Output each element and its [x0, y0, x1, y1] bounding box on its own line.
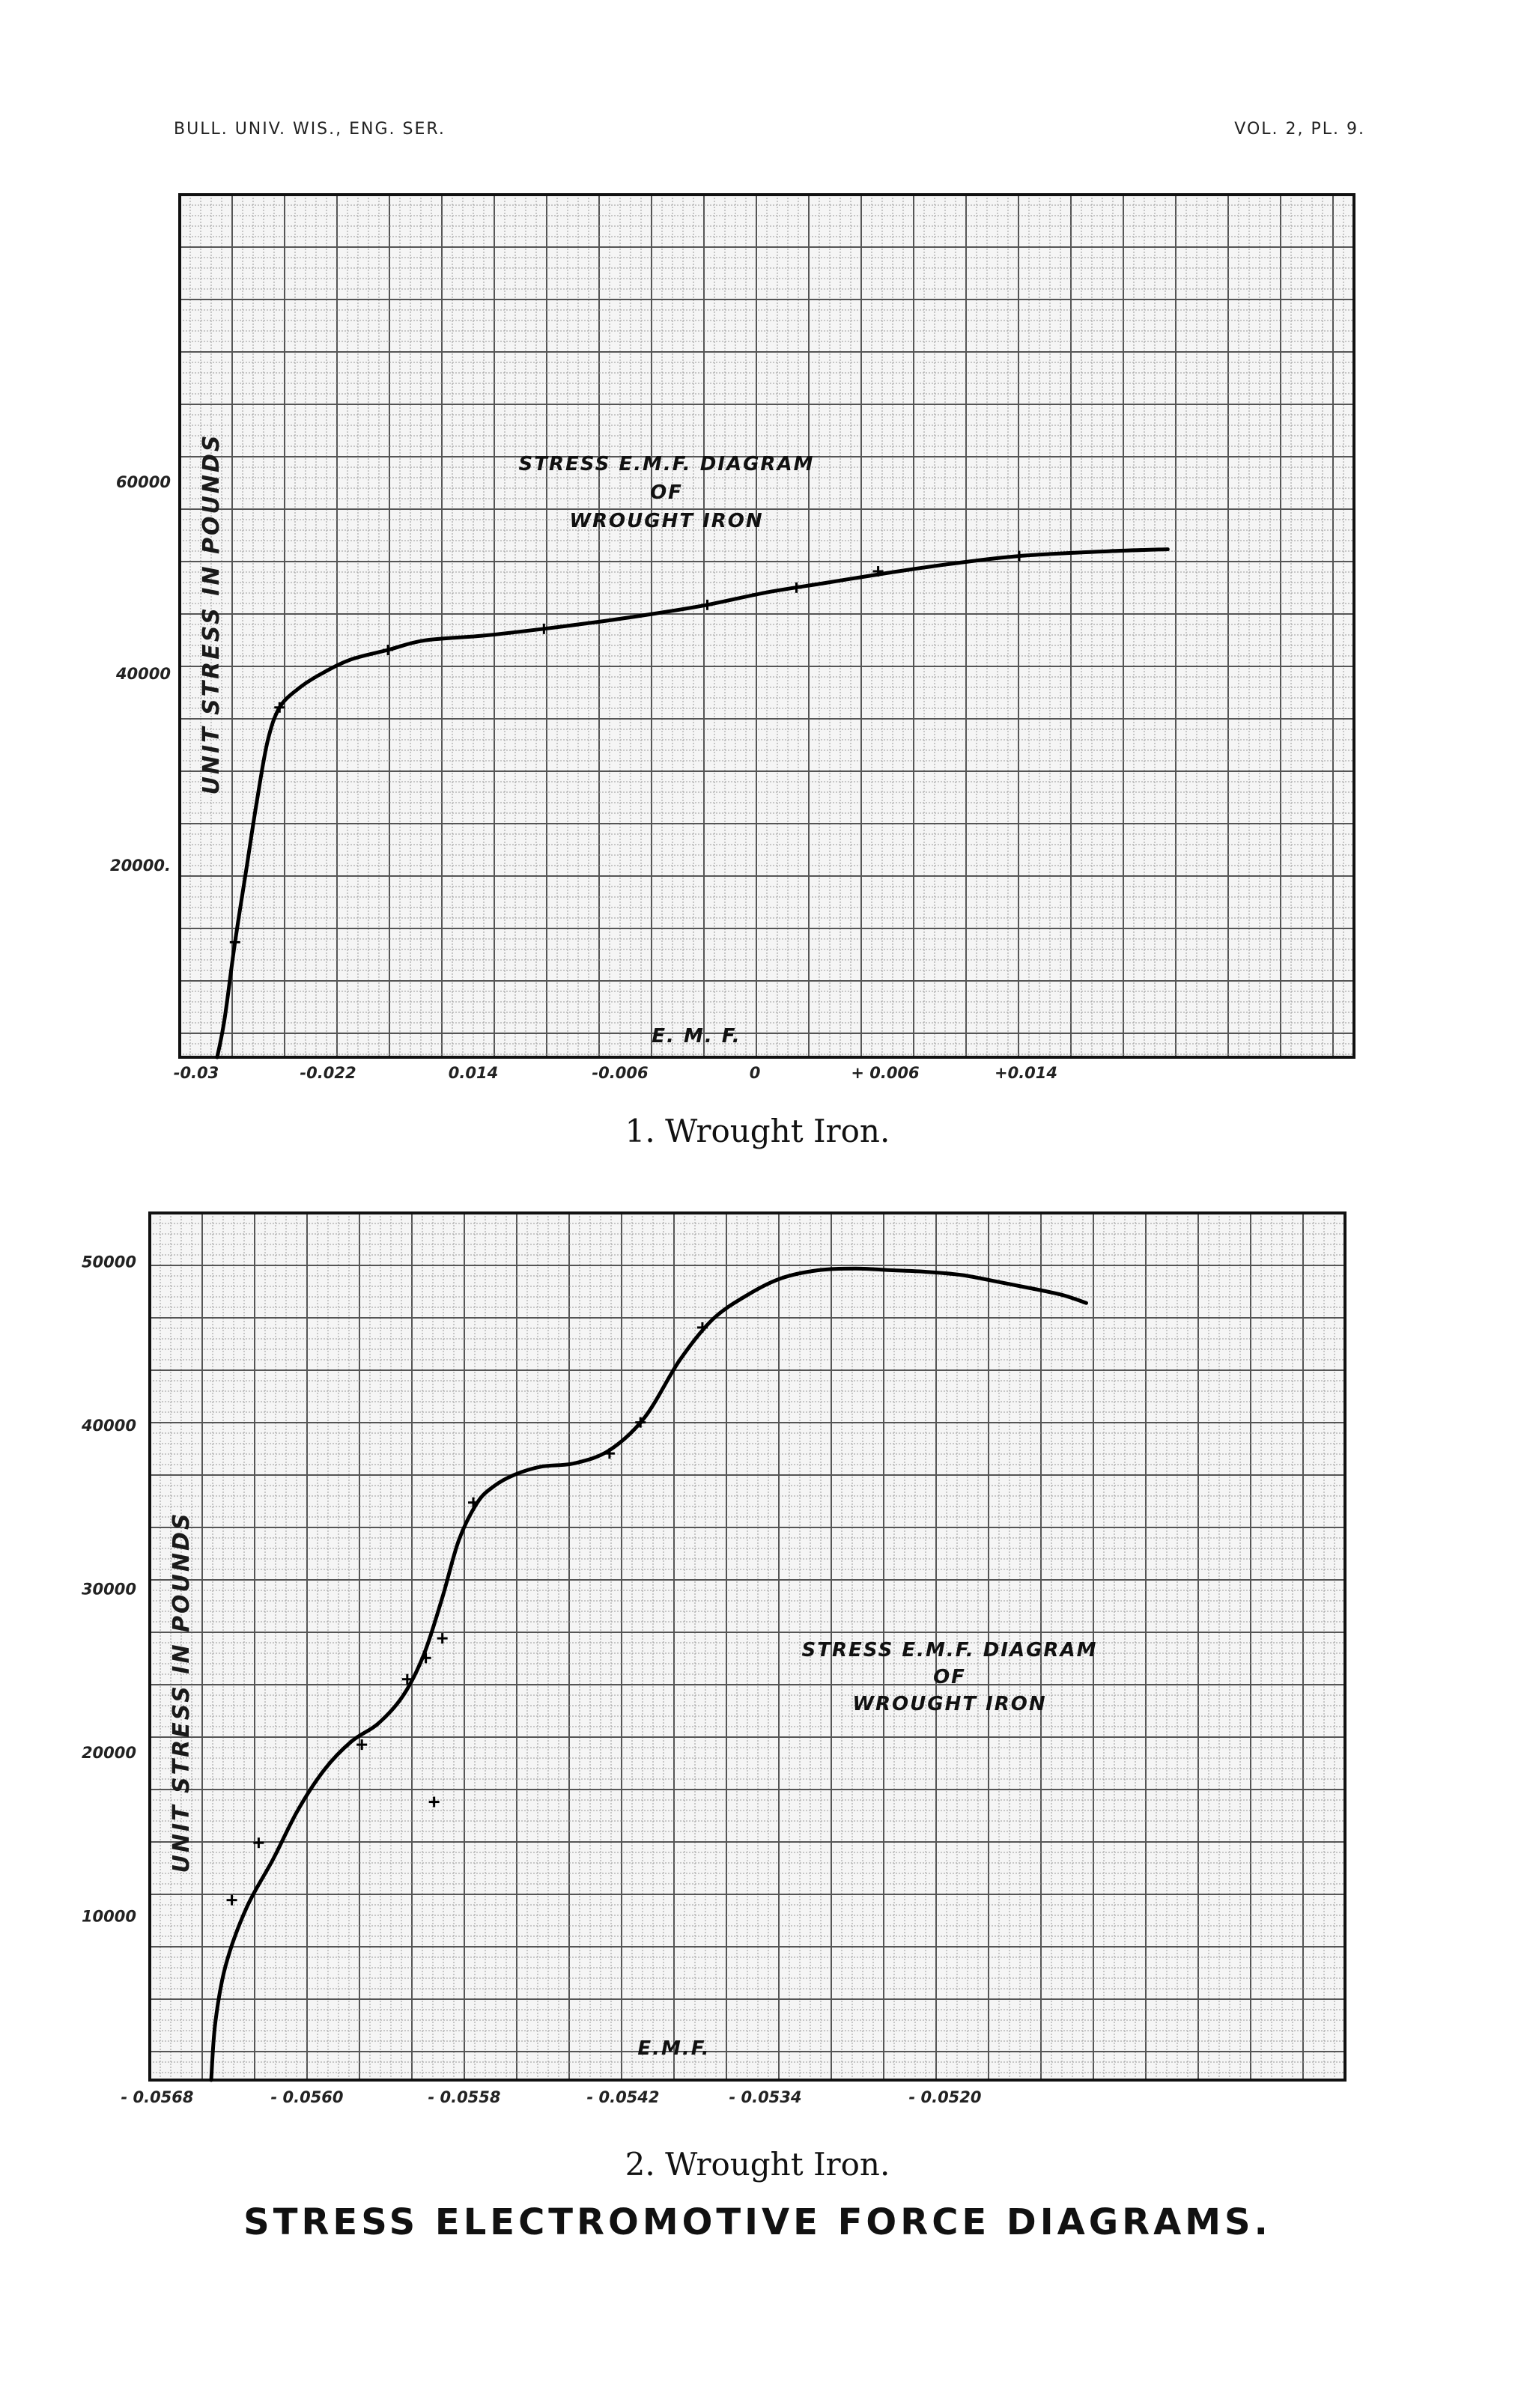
chart-2-y-ticks — [81, 1253, 136, 1926]
chart-2-x-tick-label: - 0.0534 — [729, 2088, 802, 2106]
chart-1-caption: 1. Wrought Iron. — [625, 1113, 890, 1149]
chart-1-title-line-3: WROUGHT IRON — [569, 510, 764, 532]
chart-2-caption: 2. Wrought Iron. — [625, 2146, 890, 2183]
chart-2-title-line-2: OF — [933, 1666, 966, 1688]
chart-1-x-axis-label: E. M. F. — [652, 1025, 741, 1048]
chart-2-y-tick-label: 20000 — [81, 1744, 136, 1763]
figure-title: STRESS ELECTROMOTIVE FORCE DIAGRAMS. — [243, 2201, 1272, 2243]
chart-2-x-tick-label: - 0.0520 — [908, 2088, 982, 2106]
chart-2-title-line-3: WROUGHT IRON — [852, 1693, 1047, 1715]
chart-2-y-tick-label: 10000 — [81, 1907, 136, 1926]
chart-1-grid — [180, 195, 1354, 1057]
chart-1-x-ticks — [174, 1064, 1057, 1082]
chart-1-title-line-1: STRESS E.M.F. DIAGRAM — [518, 453, 815, 475]
chart-1-x-tick-label: -0.022 — [300, 1064, 356, 1082]
chart-2-x-tick-label: - 0.0558 — [428, 2088, 501, 2106]
header-right: VOL. 2, PL. 9. — [1234, 120, 1365, 139]
chart-2-y-tick-label: 30000 — [81, 1580, 136, 1599]
chart-1-y-ticks — [110, 473, 171, 875]
chart-2-title-line-1: STRESS E.M.F. DIAGRAM — [801, 1639, 1098, 1661]
chart-1-y-tick-label: 40000 — [115, 665, 171, 683]
chart-2-y-tick-label: 40000 — [81, 1417, 136, 1435]
chart-2-x-ticks — [121, 2088, 981, 2106]
chart-1-title-line-2: OF — [650, 481, 683, 504]
chart-2-y-axis-label: UNIT STRESS IN POUNDS — [168, 1511, 195, 1873]
chart-2-grid — [150, 1213, 1345, 2080]
chart-1-x-tick-label: -0.03 — [173, 1064, 219, 1082]
chart-1-y-tick-label: 60000 — [115, 473, 171, 491]
chart-1-x-tick-label: + 0.006 — [851, 1064, 920, 1082]
chart-2-x-tick-label: - 0.0542 — [586, 2088, 660, 2106]
chart-1-x-tick-label: 0.014 — [448, 1064, 499, 1082]
header-left: BULL. UNIV. WIS., ENG. SER. — [174, 120, 446, 139]
chart-1 — [0, 0, 1515, 1123]
chart-1-x-tick-label: +0.014 — [994, 1064, 1058, 1082]
chart-1-x-tick-label: 0 — [749, 1064, 761, 1082]
chart-2-x-axis-label: E.M.F. — [637, 2037, 711, 2060]
chart-2-x-tick-label: - 0.0568 — [121, 2088, 194, 2106]
chart-1-y-axis-label: UNIT STRESS IN POUNDS — [198, 433, 225, 795]
chart-2-y-tick-label: 50000 — [81, 1253, 136, 1271]
chart-1-x-tick-label: -0.006 — [592, 1064, 649, 1082]
chart-1-y-tick-label: 20000. — [109, 857, 171, 875]
chart-2-x-tick-label: - 0.0560 — [270, 2088, 344, 2106]
chart-2 — [0, 1123, 1515, 2171]
